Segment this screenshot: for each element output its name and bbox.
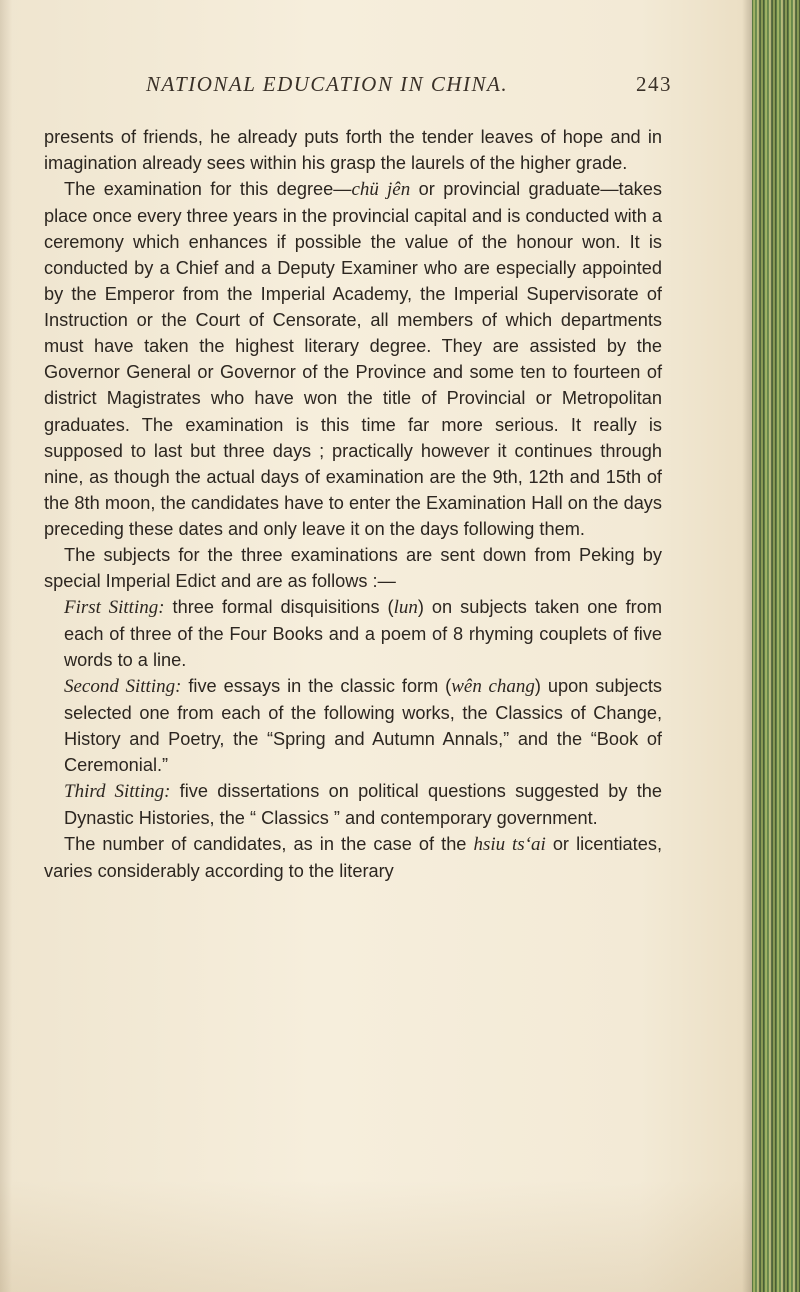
text-run: ) on subjects taken one from each of three of the Four Books and a poem of 8 rhyming couplets of five words to a line.	[64, 596, 662, 670]
book-binding-edge	[752, 0, 800, 1292]
list-item-first-sitting	[44, 594, 662, 673]
term-hsiu-tsai: hsiu ts‘ai	[473, 834, 546, 856]
page-stain	[0, 1180, 760, 1292]
paragraph-examination-degree	[44, 176, 662, 542]
body-text	[44, 124, 662, 884]
text-run: three formal disquisitions (	[164, 596, 394, 617]
page-left-edge	[0, 0, 12, 1292]
term-chu-jen: chü jên	[351, 179, 411, 201]
text-run: ) upon subjects selected one from each of the following works, the Classics of Change, History and Poetry, the “Spring and Autumn Annals,” and the “Book of Ceremonial.”	[64, 675, 663, 776]
term-wen-chang: wên chang	[451, 675, 535, 697]
page-number: 243	[636, 72, 672, 96]
text-run: The examination for this degree—	[64, 179, 352, 200]
first-sitting-label: First Sitting:	[64, 596, 165, 618]
text-run: or licentiates, varies considerably according to the literary	[44, 834, 662, 882]
paragraph-candidates	[44, 831, 662, 884]
second-sitting-label: Second Sitting:	[64, 675, 182, 697]
third-sitting-label: Third Sitting:	[64, 781, 171, 803]
term-lun: lun	[393, 596, 418, 618]
paragraph-continuation: presents of friends, he already puts forth the tender leaves of hope and in imagination already sees within his grasp the laurels of the higher grade.	[44, 127, 662, 174]
text-run: five essays in the classic form (	[181, 675, 452, 696]
text-run: five dissertations on political questions suggested by the Dynastic Histories, the “ Classics ” and contemporary government.	[64, 781, 662, 829]
paragraph-subjects: The subjects for the three examinations are sent down from Peking by special Imperial Edict and are as follows :—	[44, 544, 662, 591]
list-item-second-sitting	[44, 673, 662, 778]
text-run: The number of candidates, as in the case of the	[64, 834, 474, 855]
running-title: NATIONAL EDUCATION IN CHINA.	[146, 72, 509, 96]
text-run: or provincial graduate—takes place once every three years in the provincial capital and is conducted with a ceremony which enhances if possible the value of the honour won. It is conducted by a Chief and a Deputy Examiner who are especially appointed by the Emperor from the Imperial Academy, the Imperial Supervisorate of Instruction or the Court of Censorate, all members of which departments must have taken the highest literary degree. They are assisted by the Governor General or Governor of the Province and some ten to fourteen of district Magistrates who have won the title of Provincial or Metropolitan graduates. The examination is this time far more serious. It really is supposed to last but three days ; practically however it continues through nine, as though the actual days of examination are the 9th, 12th and 15th of the 8th moon, the candidates have to enter the Examination Hall on the days preceding these dates and only leave it on the days following them.	[44, 179, 662, 539]
list-item-third-sitting	[44, 778, 662, 831]
